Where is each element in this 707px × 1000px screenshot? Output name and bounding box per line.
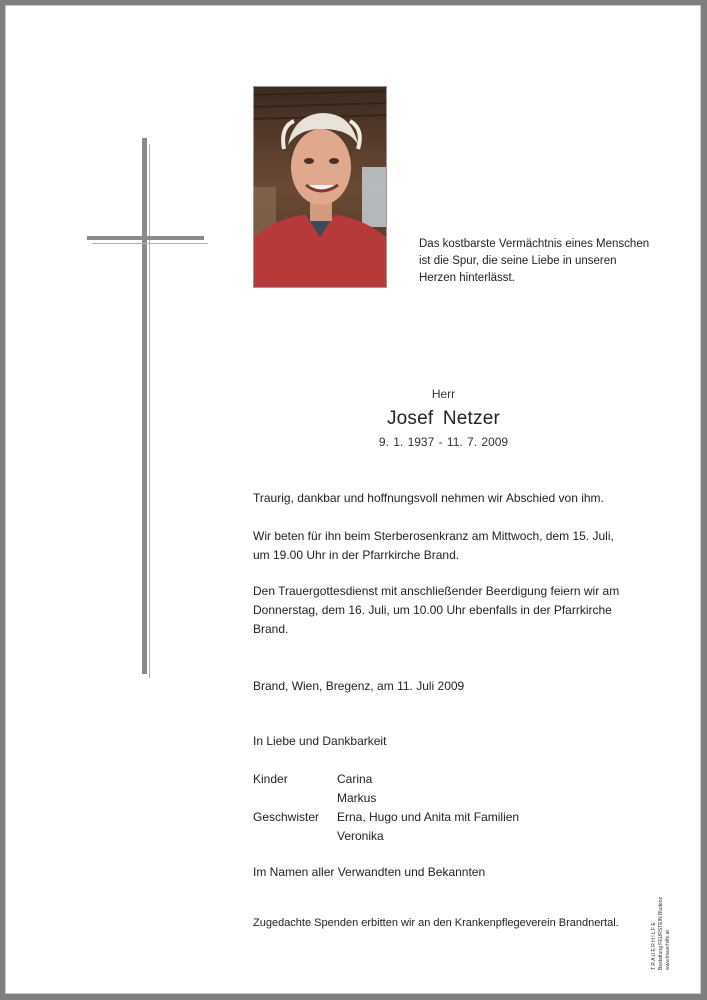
cross-horizontal-shadow — [92, 243, 208, 244]
logo-line: Bestattung FEURSTEIN Bludenz — [658, 896, 664, 970]
funeral-home-logo — [641, 870, 681, 970]
donation-note — [253, 914, 653, 933]
geschwister-label: Geschwister — [253, 810, 320, 824]
kinder-label: Kinder — [253, 772, 288, 786]
family-member: Markus — [337, 791, 377, 805]
salutation: Herr — [431, 387, 456, 401]
logo-text — [651, 897, 672, 970]
paragraph-line: Traurig, dankbar und hoffnungsvoll nehmen wir Abschied von ihm. — [253, 491, 604, 505]
paragraph-line: Wir beten für ihn beim Sterberosenkranz am Mittwoch, dem 15. Juli, — [253, 529, 614, 543]
relatives-text: Im Namen aller Verwandten und Bekannten — [253, 865, 486, 879]
funeral-paragraph — [253, 582, 653, 639]
paragraph-line: Brand. — [253, 622, 289, 636]
paragraph-line: Donnerstag, dem 16. Juli, um 10.00 Uhr ebenfalls in der Pfarrkirche — [253, 603, 612, 617]
family-member: Veronika — [337, 829, 384, 843]
relatives-line — [253, 863, 653, 882]
rosary-paragraph — [253, 527, 653, 565]
in-love-line — [253, 732, 653, 751]
farewell-paragraph — [253, 489, 653, 508]
cross-horizontal-bar — [87, 236, 204, 240]
logo-line: T R A U E R H I L F E — [651, 922, 657, 970]
family-member: Carina — [337, 772, 373, 786]
quote-line: Das kostbarste Vermächtnis eines Menschen — [419, 238, 650, 250]
memorial-quote — [419, 236, 659, 287]
portrait-photo — [253, 86, 387, 288]
in-love-text: In Liebe und Dankbarkeit — [253, 734, 387, 748]
paragraph-line: um 19.00 Uhr in der Pfarrkirche Brand. — [253, 548, 460, 562]
donation-text: Zugedachte Spenden erbitten wir an den Krankenpflegeverein Brandnertal. — [253, 917, 619, 929]
life-dates: 9. 1. 1937 - 11. 7. 2009 — [378, 435, 509, 449]
quote-line: Herzen hinterlässt. — [419, 272, 515, 284]
place-date-text: Brand, Wien, Bregenz, am 11. Juli 2009 — [253, 679, 465, 693]
family-member: Erna, Hugo und Anita mit Familien — [337, 810, 520, 824]
cross-vertical-bar — [142, 138, 147, 674]
logo-line: www.trauerhilfe.at — [665, 930, 671, 970]
deceased-name: Josef Netzer — [386, 408, 501, 429]
paragraph-line: Den Trauergottesdienst mit anschließender Beerdigung feiern wir am — [253, 584, 620, 598]
quote-line: ist die Spur, die seine Liebe in unseren — [419, 255, 617, 267]
place-and-date — [253, 677, 653, 696]
